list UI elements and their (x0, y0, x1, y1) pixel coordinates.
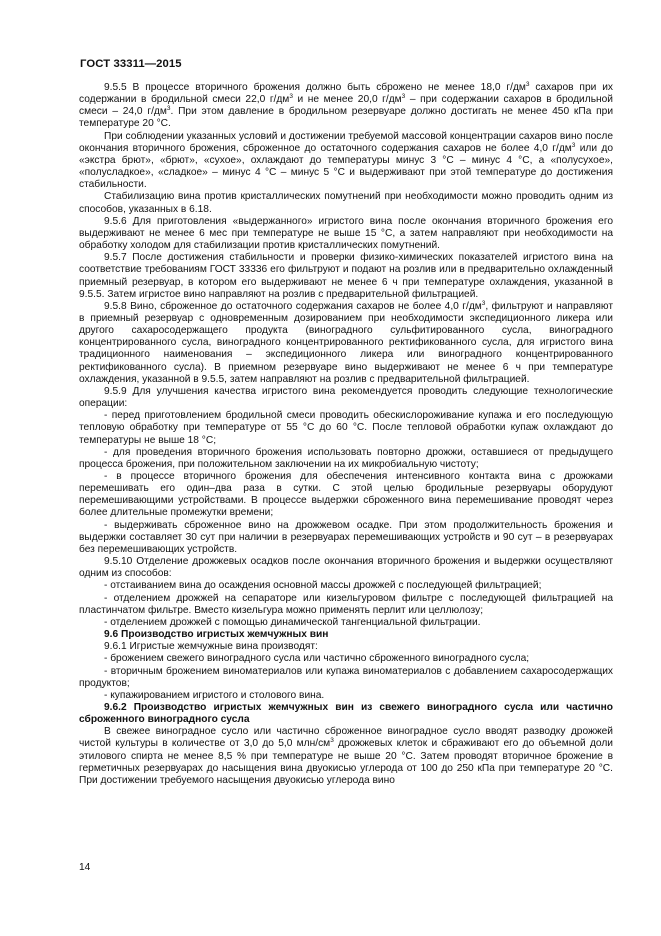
text-run: Стабилизацию вина против кристаллических помутнений при необходимости можно проводить одним из способов, указанных в 6.18. (79, 191, 613, 215)
paragraph-p01 (79, 82, 613, 131)
text-run: или до «экстра брют», «брют», «сухое», охлаждают до температуры минус 3 °С – минус 4 °С, а «полусухое», «полусладкое», «сладкое» – минус 4 °С – минус 5 °С и выдерживают при этой температуре до достижения стабильности. (79, 142, 613, 191)
text-run: – при содержании сахаров в бродильной смеси – 24,0 г/дм (79, 94, 613, 118)
paragraph-p07 (79, 386, 613, 410)
text-run: - выдерживать сброженное вино на дрожжевом осадке. При этом продолжительность брожения и выдержки составляет 30 сут при наличии в резервуарах перемешивающих устройств и 90 сут – в резервуарах без перемешивающих устройств. (79, 519, 613, 555)
paragraph-p06 (79, 301, 613, 386)
paragraph-p02 (79, 131, 613, 192)
superscript: 3 (330, 737, 334, 745)
text-run: В свежее виноградное сусло или частично сброженное виноградное сусло вводят разводку дрожжей чистой культуры в количестве от 3,0 до 5,0 млн/см (79, 726, 613, 750)
text-run: - брожением свежего виноградного сусла или частично сброженного виноградного сусла; (104, 653, 530, 665)
superscript: 3 (571, 141, 576, 149)
superscript: 3 (481, 299, 486, 307)
paragraph-p14 (79, 593, 613, 617)
paragraph-p21 (79, 702, 613, 726)
paragraph-p19 (79, 666, 613, 690)
paragraph-p18 (79, 653, 613, 665)
text-run: - отделением дрожжей на сепараторе или кизельгуровом фильтре с последующей фильтрацией на пластинчатом фильтре. Вместо кизельгура можно применять перлит или целлюлозу; (79, 592, 613, 616)
text-run: - перед приготовлением бродильной смеси проводить обескислороживание купажа и его последующую тепловую обработку при температуре от 55 °С до 60 °С. После тепловой обработки купаж охлаждают до температуры не выше 18 °С; (79, 410, 613, 446)
text-run: 9.5.6 Для приготовления «выдержанного» игристого вина после окончания вторичного брожения его выдерживают не менее 6 мес при температуре не выше 15 °С, а затем направляют при необходимости на обработку холодом для стабилизации против кристаллических помутнений. (79, 215, 613, 252)
superscript: 3 (289, 93, 293, 101)
paragraph-p05 (79, 252, 613, 301)
text-run: 9.6.1 Игристые жемчужные вина производят: (104, 641, 318, 653)
text-run: - отстаиванием вина до осаждения основной массы дрожжей с последующей фильтрацией; (104, 580, 542, 592)
paragraph-p17 (79, 641, 613, 653)
paragraph-p04 (79, 216, 613, 252)
text-run: 9.5.7 После достижения стабильности и проверки физико-химических показателей игристого вина на соответствие требованиям ГОСТ 33336 его фильтруют и подают на розлив или в предварительно охлажденный приемный резервуар, в котором его выдерживают не менее 6 ч при температуре охлаждения, указанной в 9.5.5. Затем игристое вино направляют на розлив с предварительной фильтрацией. (79, 252, 613, 300)
page-number: 14 (79, 862, 91, 873)
text-run: 9.6.2 Производство игристых жемчужных вин из свежего виноградного сусла или частично сброженного виноградного сусла (79, 701, 613, 726)
superscript: 3 (166, 105, 171, 113)
text-run: - для проведения вторичного брожения использовать повторно дрожжи, оставшиеся от предыдущего процесса брожения, при положительном заключении на их микробиальную чистоту; (79, 446, 613, 470)
paragraph-p10 (79, 471, 613, 520)
text-run: 9.5.10 Отделение дрожжевых осадков после окончания вторичного брожения и выдержки осуществляют одним из способов: (79, 556, 613, 580)
text-run: 9.5.5 В процессе вторичного брожения должно быть сброжено не менее 18,0 г/дм (104, 82, 526, 93)
text-run: 9.5.9 Для улучшения качества игристого вина рекомендуется проводить следующие технологические операции: (79, 385, 613, 410)
text-run: При соблюдении указанных условий и достижении требуемой массовой концентрации сахаров вино после окончания вторичного брожения, сброженное до остаточного содержания сахаров не более 4,0 г/дм (79, 130, 613, 154)
paragraph-p03 (79, 191, 613, 215)
text-run: сахаров при их содержании в бродильной смеси 22,0 г/дм (79, 82, 613, 106)
superscript: 3 (401, 93, 406, 101)
paragraph-p13 (79, 580, 613, 592)
text-run: , фильтруют и направляют в приемный резервуар с одновременным дозированием при необходимости экспедиционного ликера или другого сахаросодержащего продукта (виноградного сульфитированного сусла, виноградного концентрированного сусла, виноградного концентрированного ректификованного сусла, для игристого вина традиционного наименования – экспедиционного ликера или виноградного концентрированного ректификованного сусла). В приемном резервуаре вино выдерживают не менее 6 ч при температуре охлаждения, указанной в 9.5.5, затем направляют на розлив с предварительной фильтрацией. (79, 300, 613, 385)
superscript: 3 (525, 81, 530, 88)
paragraph-p12 (79, 556, 613, 580)
paragraph-p15 (79, 617, 613, 629)
text-run: и не менее 20,0 г/дм (292, 94, 402, 106)
paragraph-p11 (79, 520, 613, 556)
paragraph-p20 (79, 690, 613, 702)
paragraph-p08 (79, 410, 613, 446)
document-body (79, 82, 613, 787)
paragraph-p09 (79, 447, 613, 471)
text-run: 9.5.8 Вино, сброженное до остаточного содержания сахаров не более 4,0 г/дм (104, 300, 482, 312)
text-run: 9.6 Производство игристых жемчужных вин (104, 629, 329, 641)
text-run: - отделением дрожжей с помощью динамической тангенциальной фильтрации. (104, 616, 481, 628)
paragraph-p22 (79, 726, 613, 787)
document-header: ГОСТ 33311—2015 (80, 58, 182, 70)
text-run: - купажированием игристого и столового вина. (104, 689, 325, 701)
text-run: - в процессе вторичного брожения для обеспечения интенсивного контакта вина с дрожжами перемешивать его один–два раза в сутки. С этой целью бродильные резервуары оборудуют перемешивающими устройствами. В процессе выдержки сброженного вина перемешивание проводят через более длительные промежутки времени; (79, 471, 613, 519)
paragraph-p16 (79, 629, 613, 641)
text-run: . При этом давление в бродильном резервуаре должно достигать не менее 450 кПа при температуре 20 °С. (79, 106, 614, 130)
text-run: дрожжевых клеток и сбраживают его до объемной доли этилового спирта не менее 8,5 % при температуре не выше 20 °С. Затем проводят вторичное брожение в герметичных резервуарах до насыщения вина двуокисью углерода от 100 до 250 кПа при температуре 20 °С. При достижении требуемого насыщения двуокисью углерода вино (79, 738, 613, 786)
text-run: - вторичным брожением виноматериалов или купажа виноматериалов с добавлением сахаросодержащих продуктов; (79, 665, 613, 689)
